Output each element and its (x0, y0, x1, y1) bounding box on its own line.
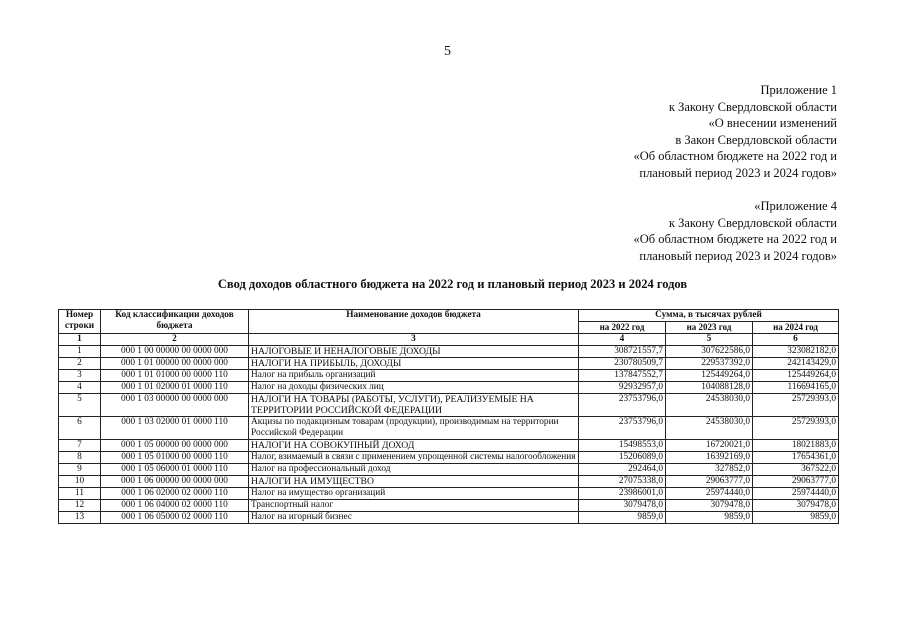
amount-2022-cell: 23986001,0 (579, 488, 666, 500)
appendix-1-line: плановый период 2023 и 2024 годов» (639, 165, 837, 180)
row-number-cell: 3 (59, 370, 101, 382)
classification-code-cell: 000 1 01 02000 01 0000 110 (101, 382, 249, 394)
amount-2024-cell: 242143429,0 (753, 358, 839, 370)
table-row (59, 500, 839, 512)
amount-2024-cell: 29063777,0 (753, 476, 839, 488)
amount-2022-cell: 92932957,0 (579, 382, 666, 394)
amount-2024-cell: 18021883,0 (753, 440, 839, 452)
table-body (59, 346, 839, 524)
table-row (59, 370, 839, 382)
appendix-4-line: к Закону Свердловской области (668, 215, 837, 230)
amount-2023-cell: 307622586,0 (666, 346, 753, 358)
table-header-row (59, 310, 839, 322)
amount-2024-cell: 367522,0 (753, 464, 839, 476)
header-year-2023: на 2023 год (666, 322, 753, 334)
appendix-1-line: к Закону Свердловской области (668, 99, 837, 114)
appendix-4-line: «Приложение 4 (754, 199, 837, 213)
revenue-name-cell: НАЛОГИ НА ТОВАРЫ (РАБОТЫ, УСЛУГИ), РЕАЛИЗУЕМЫЕ НА ТЕРРИТОРИИ РОССИЙСКОЙ ФЕДЕРАЦИИ (249, 394, 579, 417)
classification-code-cell: 000 1 05 01000 00 0000 110 (101, 452, 249, 464)
header-classification-code: Код классификации доходов бюджета (101, 310, 249, 334)
revenue-name-cell: Налог на профессиональный доход (249, 464, 579, 476)
row-number-cell: 5 (59, 394, 101, 417)
table-row (59, 440, 839, 452)
classification-code-cell: 000 1 06 00000 00 0000 000 (101, 476, 249, 488)
row-number-cell: 8 (59, 452, 101, 464)
appendix-4-line: «Об областном бюджете на 2022 год и (633, 232, 837, 247)
amount-2024-cell: 17654361,0 (753, 452, 839, 464)
revenue-name-cell: Налог, взимаемый в связи с применением упрощенной системы налогообложения (249, 452, 579, 464)
classification-code-cell: 000 1 03 02000 01 0000 110 (101, 417, 249, 440)
appendix-1-line: Приложение 1 (760, 83, 837, 97)
appendix-1-line: «О внесении изменений (708, 116, 837, 131)
table-row (59, 476, 839, 488)
revenue-name-cell: НАЛОГИ НА СОВОКУПНЫЙ ДОХОД (249, 440, 579, 452)
row-number-cell: 1 (59, 346, 101, 358)
amount-2022-cell: 15206089,0 (579, 452, 666, 464)
classification-code-cell: 000 1 01 00000 00 0000 000 (101, 358, 249, 370)
appendix-1-line: «Об областном бюджете на 2022 год и (633, 149, 837, 164)
amount-2022-cell: 308721557,7 (579, 346, 666, 358)
revenue-name-cell: Транспортный налог (249, 500, 579, 512)
amount-2022-cell: 230780509,7 (579, 358, 666, 370)
classification-code-cell: 000 1 05 06000 01 0000 110 (101, 464, 249, 476)
revenue-name-cell: Налог на доходы физических лиц (249, 382, 579, 394)
table-row (59, 512, 839, 524)
column-number: 2 (101, 334, 249, 346)
header-year-2022: на 2022 год (579, 322, 666, 334)
classification-code-cell: 000 1 06 05000 02 0000 110 (101, 512, 249, 524)
classification-code-cell: 000 1 06 02000 02 0000 110 (101, 488, 249, 500)
amount-2022-cell: 15498553,0 (579, 440, 666, 452)
column-number: 6 (753, 334, 839, 346)
table-row (59, 394, 839, 417)
column-number: 4 (579, 334, 666, 346)
amount-2023-cell: 3079478,0 (666, 500, 753, 512)
amount-2022-cell: 23753796,0 (579, 417, 666, 440)
appendix-1-header (633, 82, 837, 182)
row-number-cell: 9 (59, 464, 101, 476)
table-row (59, 346, 839, 358)
amount-2023-cell: 29063777,0 (666, 476, 753, 488)
revenue-name-cell: НАЛОГОВЫЕ И НЕНАЛОГОВЫЕ ДОХОДЫ (249, 346, 579, 358)
amount-2024-cell: 9859,0 (753, 512, 839, 524)
row-number-cell: 13 (59, 512, 101, 524)
amount-2024-cell: 25729393,0 (753, 417, 839, 440)
header-sum: Сумма, в тысячах рублей (579, 310, 839, 322)
appendix-1-line: в Закон Свердловской области (675, 132, 837, 147)
column-number: 5 (666, 334, 753, 346)
appendix-4-header (633, 198, 837, 264)
amount-2023-cell: 16720021,0 (666, 440, 753, 452)
table-row (59, 417, 839, 440)
amount-2024-cell: 323082182,0 (753, 346, 839, 358)
table-row (59, 452, 839, 464)
classification-code-cell: 000 1 06 04000 02 0000 110 (101, 500, 249, 512)
table-row (59, 488, 839, 500)
amount-2023-cell: 9859,0 (666, 512, 753, 524)
row-number-cell: 7 (59, 440, 101, 452)
classification-code-cell: 000 1 01 01000 00 0000 110 (101, 370, 249, 382)
row-number-cell: 4 (59, 382, 101, 394)
document-title: Свод доходов областного бюджета на 2022 год и плановый период 2023 и 2024 годов (217, 277, 688, 291)
amount-2023-cell: 16392169,0 (666, 452, 753, 464)
revenue-name-cell: НАЛОГИ НА ИМУЩЕСТВО (249, 476, 579, 488)
column-number: 3 (249, 334, 579, 346)
table-row (59, 382, 839, 394)
amount-2022-cell: 3079478,0 (579, 500, 666, 512)
amount-2023-cell: 327852,0 (666, 464, 753, 476)
row-number-cell: 2 (59, 358, 101, 370)
page-number: 5 (444, 44, 451, 59)
revenue-table (58, 309, 839, 524)
revenue-name-cell: Налог на имущество организаций (249, 488, 579, 500)
amount-2022-cell: 292464,0 (579, 464, 666, 476)
revenue-name-cell: Налог на игорный бизнес (249, 512, 579, 524)
column-number: 1 (59, 334, 101, 346)
row-number-cell: 10 (59, 476, 101, 488)
amount-2024-cell: 3079478,0 (753, 500, 839, 512)
revenue-name-cell: Акцизы по подакцизным товарам (продукции), производимым на территории Российской Федерации (249, 417, 579, 440)
amount-2023-cell: 229537392,0 (666, 358, 753, 370)
amount-2023-cell: 24538030,0 (666, 417, 753, 440)
amount-2023-cell: 24538030,0 (666, 394, 753, 417)
amount-2022-cell: 9859,0 (579, 512, 666, 524)
amount-2024-cell: 25729393,0 (753, 394, 839, 417)
row-number-cell: 12 (59, 500, 101, 512)
classification-code-cell: 000 1 03 00000 00 0000 000 (101, 394, 249, 417)
amount-2022-cell: 27075338,0 (579, 476, 666, 488)
amount-2022-cell: 137847552,7 (579, 370, 666, 382)
amount-2023-cell: 104088128,0 (666, 382, 753, 394)
amount-2024-cell: 125449264,0 (753, 370, 839, 382)
table-row (59, 358, 839, 370)
amount-2023-cell: 25974440,0 (666, 488, 753, 500)
amount-2024-cell: 116694165,0 (753, 382, 839, 394)
header-revenue-name: Наименование доходов бюджета (249, 310, 579, 334)
row-number-cell: 6 (59, 417, 101, 440)
amount-2022-cell: 23753796,0 (579, 394, 666, 417)
header-year-2024: на 2024 год (753, 322, 839, 334)
row-number-cell: 11 (59, 488, 101, 500)
amount-2024-cell: 25974440,0 (753, 488, 839, 500)
classification-code-cell: 000 1 00 00000 00 0000 000 (101, 346, 249, 358)
classification-code-cell: 000 1 05 00000 00 0000 000 (101, 440, 249, 452)
revenue-name-cell: НАЛОГИ НА ПРИБЫЛЬ, ДОХОДЫ (249, 358, 579, 370)
header-row-number: Номер строки (59, 310, 101, 334)
column-numbers-row (59, 334, 839, 346)
revenue-name-cell: Налог на прибыль организаций (249, 370, 579, 382)
appendix-4-line: плановый период 2023 и 2024 годов» (639, 248, 837, 263)
table-row (59, 464, 839, 476)
amount-2023-cell: 125449264,0 (666, 370, 753, 382)
